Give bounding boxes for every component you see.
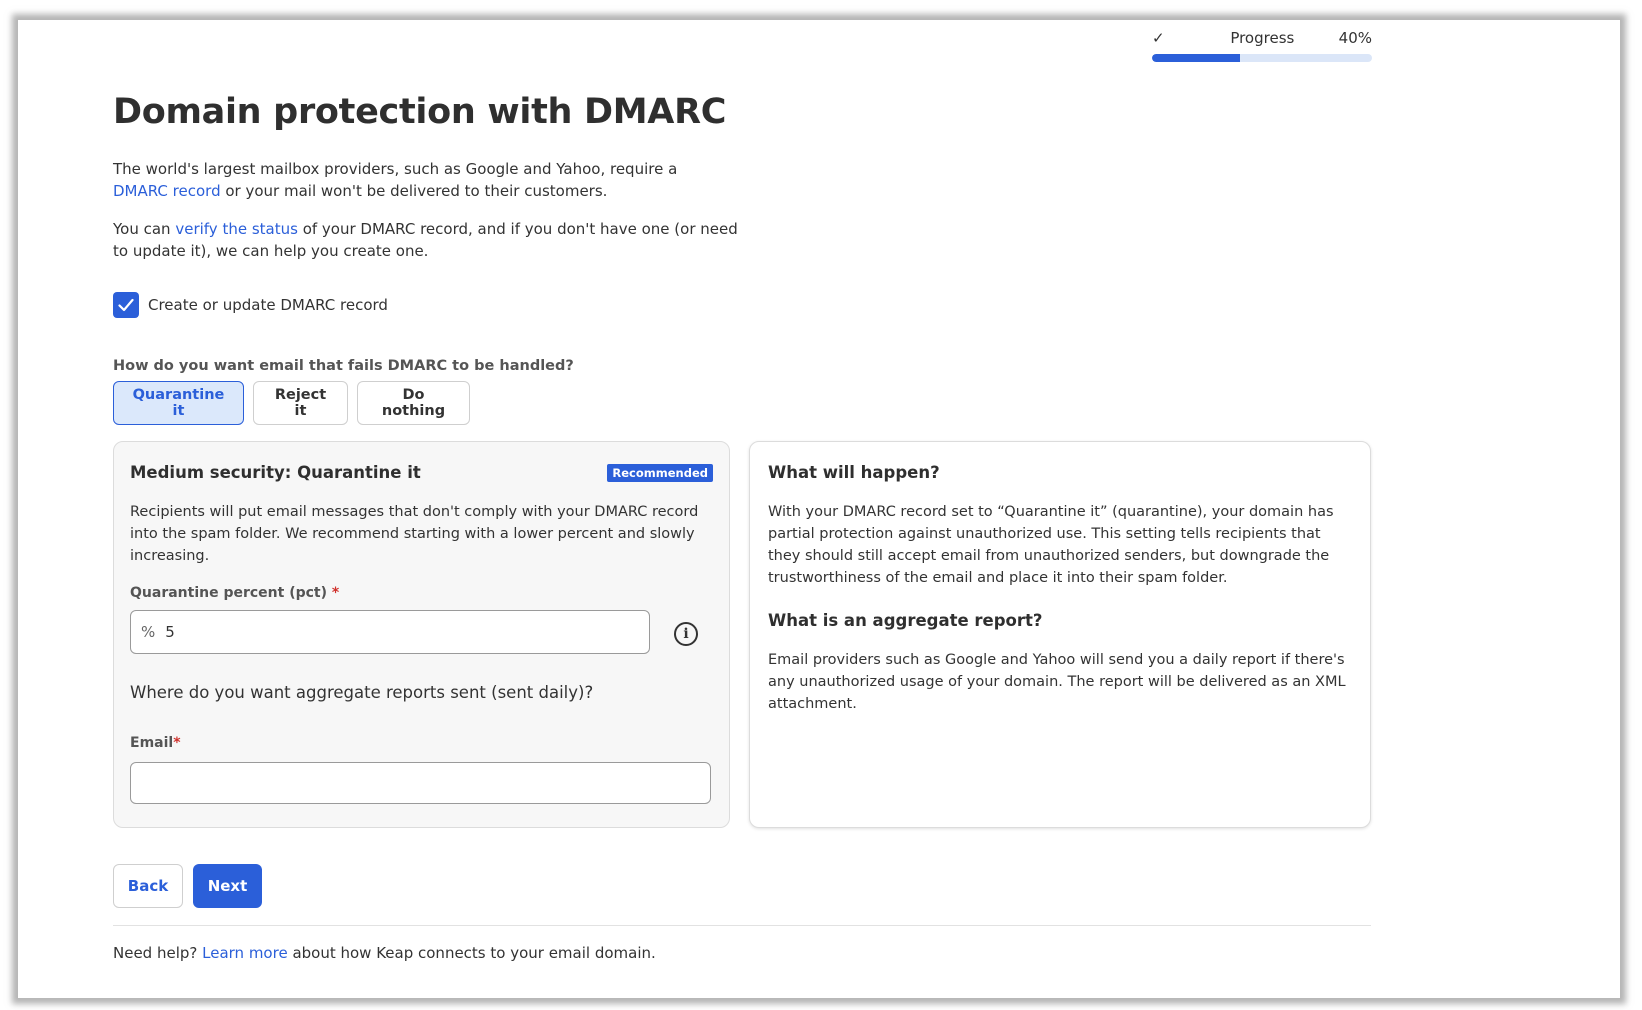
next-button[interactable]: Next xyxy=(193,864,262,908)
quarantine-option-button[interactable]: Quarantine it xyxy=(113,381,244,425)
help-suffix: about how Keap connects to your email domain. xyxy=(287,944,656,962)
verify-text-end: of your DMARC record, and if you don't have one (or need to update it), we can help you create one. xyxy=(113,220,738,260)
card-description: Recipients will put email messages that don't comply with your DMARC record into the spam folder. We recommend starting with a lower percent and slowly increasing. xyxy=(130,504,699,564)
learn-more-link[interactable]: Learn more xyxy=(202,944,288,962)
create-dmarc-label: Create or update DMARC record xyxy=(148,296,388,314)
card-title: Medium security: Quarantine it xyxy=(130,463,421,482)
progress-percent: 40% xyxy=(1338,29,1372,47)
email-label-text: Email xyxy=(130,735,174,751)
check-icon: ✓ xyxy=(1152,29,1165,47)
aggregate-report-text: Email providers such as Google and Yahoo will send you a daily report if there's any unauthorized usage of your domain. The report will be delivered as an XML attachment. xyxy=(768,652,1346,712)
reject-option-button[interactable]: Reject it xyxy=(253,381,348,425)
dmarc-record-link[interactable]: DMARC record xyxy=(113,182,221,200)
percent-icon: % xyxy=(141,623,156,641)
intro-paragraph xyxy=(113,158,753,202)
page-title: Domain protection with DMARC xyxy=(113,92,727,132)
verify-status-link[interactable]: verify the status xyxy=(175,220,298,238)
progress-label: Progress xyxy=(1230,29,1295,47)
progress-bar xyxy=(1152,54,1372,62)
handling-options xyxy=(113,381,470,425)
info-card xyxy=(749,441,1371,828)
back-button[interactable]: Back xyxy=(113,864,183,908)
reports-question: Where do you want aggregate reports sent (sent daily)? xyxy=(130,683,594,702)
what-will-happen-heading: What will happen? xyxy=(768,463,940,482)
intro-text-end: or your mail won't be delivered to their customers. xyxy=(220,182,608,200)
intro-text: The world's largest mailbox providers, such as Google and Yahoo, require a xyxy=(113,160,678,178)
verify-paragraph xyxy=(113,218,753,262)
help-prefix: Need help? xyxy=(113,944,203,962)
what-will-happen-text: With your DMARC record set to “Quarantine it” (quarantine), your domain has partial protection against unauthorized use. This setting tells recipients that they should still accept email from unauthorized senders, but downgrade the trustworthiness of the email and place it into their spam folder. xyxy=(768,504,1334,586)
required-marker: * xyxy=(173,735,181,751)
info-icon[interactable]: i xyxy=(674,622,698,646)
verify-text: You can xyxy=(113,220,176,238)
email-field-label xyxy=(130,735,181,751)
pct-field-label xyxy=(130,585,339,601)
pct-label-text: Quarantine percent (pct) xyxy=(130,585,328,601)
do-nothing-option-button[interactable]: Do nothing xyxy=(357,381,470,425)
checkmark-icon xyxy=(118,298,134,312)
pct-input-value: 5 xyxy=(165,623,175,641)
aggregate-report-heading: What is an aggregate report? xyxy=(768,611,1043,630)
email-input[interactable] xyxy=(130,762,711,804)
quarantine-settings-card xyxy=(113,441,730,828)
create-dmarc-option[interactable] xyxy=(113,292,388,318)
recommended-badge: Recommended xyxy=(607,464,713,482)
required-marker: * xyxy=(331,585,340,601)
divider xyxy=(113,925,1371,926)
handling-question: How do you want email that fails DMARC to be handled? xyxy=(113,358,574,374)
create-dmarc-checkbox[interactable] xyxy=(113,292,139,318)
pct-input[interactable] xyxy=(130,610,650,654)
progress-bar-fill xyxy=(1152,54,1240,62)
progress-indicator xyxy=(1152,28,1372,62)
help-text xyxy=(113,944,656,962)
